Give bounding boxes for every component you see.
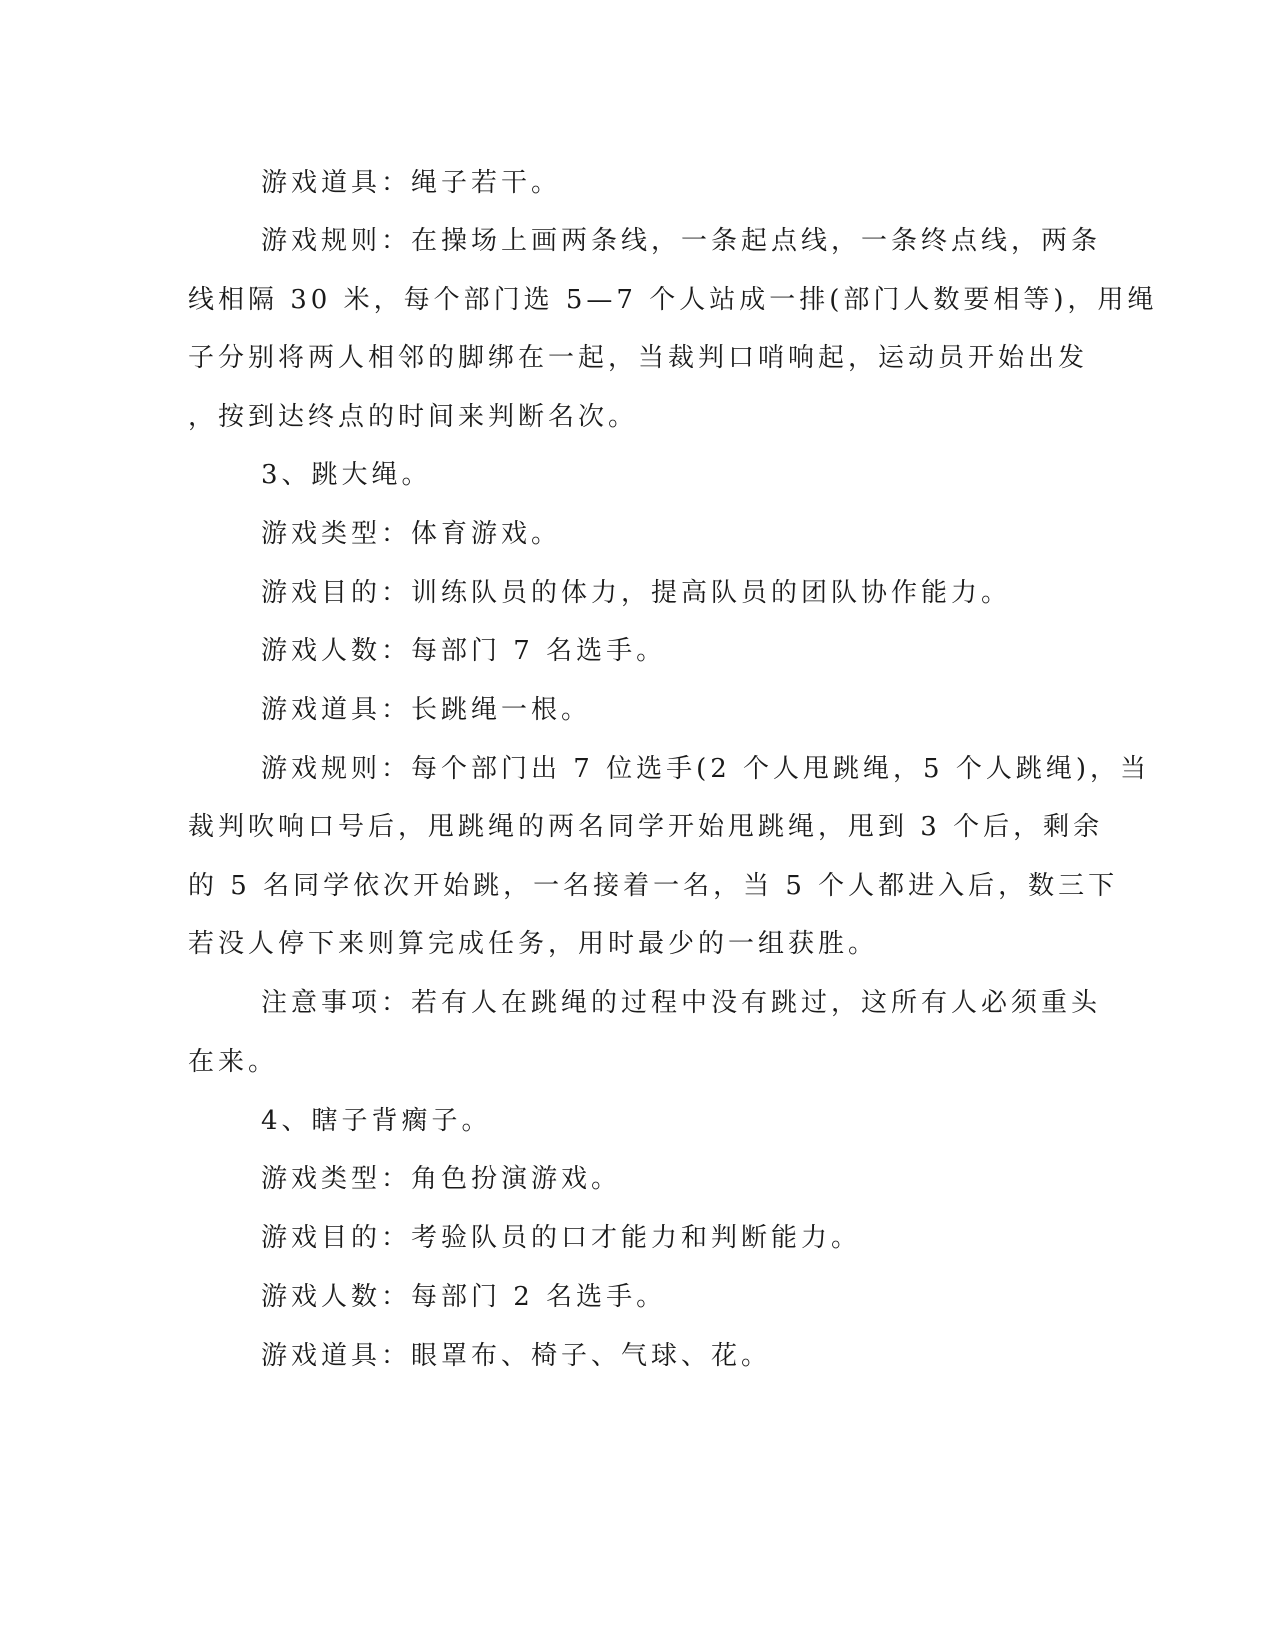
text-line: 游戏道具：绳子若干。: [261, 168, 562, 198]
text-line: 游戏类型：角色扮演游戏。: [261, 1164, 622, 1194]
section-heading: 3、跳大绳。: [261, 460, 432, 490]
text-line: 注意事项：若有人在跳绳的过程中没有跳过，这所有人必须重头: [261, 988, 1102, 1018]
text-line: 若没人停下来则算完成任务，用时最少的一组获胜。: [188, 929, 879, 959]
text-line: 子分别将两人相邻的脚绑在一起，当裁判口哨响起，运动员开始出发: [188, 343, 1089, 373]
text-line: 游戏规则：每个部门出 7 位选手(2 个人甩跳绳，5 个人跳绳)，当: [261, 754, 1150, 784]
text-line: 游戏目的：考验队员的口才能力和判断能力。: [261, 1223, 862, 1253]
text-line: 游戏人数：每部门 2 名选手。: [261, 1282, 667, 1312]
text-line: 在来。: [188, 1047, 279, 1077]
text-line: 的 5 名同学依次开始跳，一名接着一名，当 5 个人都进入后，数三下: [188, 871, 1119, 901]
text-line: 游戏目的：训练队员的体力，提高队员的团队协作能力。: [261, 578, 1012, 608]
text-line: 游戏人数：每部门 7 名选手。: [261, 636, 667, 666]
text-line: 游戏类型：体育游戏。: [261, 519, 562, 549]
section-heading: 4、瞎子背瘸子。: [261, 1106, 492, 1136]
text-line: ，按到达终点的时间来判断名次。: [188, 402, 639, 432]
text-line: 游戏道具：眼罩布、椅子、气球、花。: [261, 1341, 772, 1371]
text-line: 游戏道具：长跳绳一根。: [261, 695, 592, 725]
text-line: 裁判吹响口号后，甩跳绳的两名同学开始甩跳绳，甩到 3 个后，剩余: [188, 812, 1104, 842]
text-line: 游戏规则：在操场上画两条线，一条起点线，一条终点线，两条: [261, 226, 1102, 256]
text-line: 线相隔 30 米，每个部门选 5—7 个人站成一排(部门人数要相等)，用绳: [188, 285, 1158, 315]
